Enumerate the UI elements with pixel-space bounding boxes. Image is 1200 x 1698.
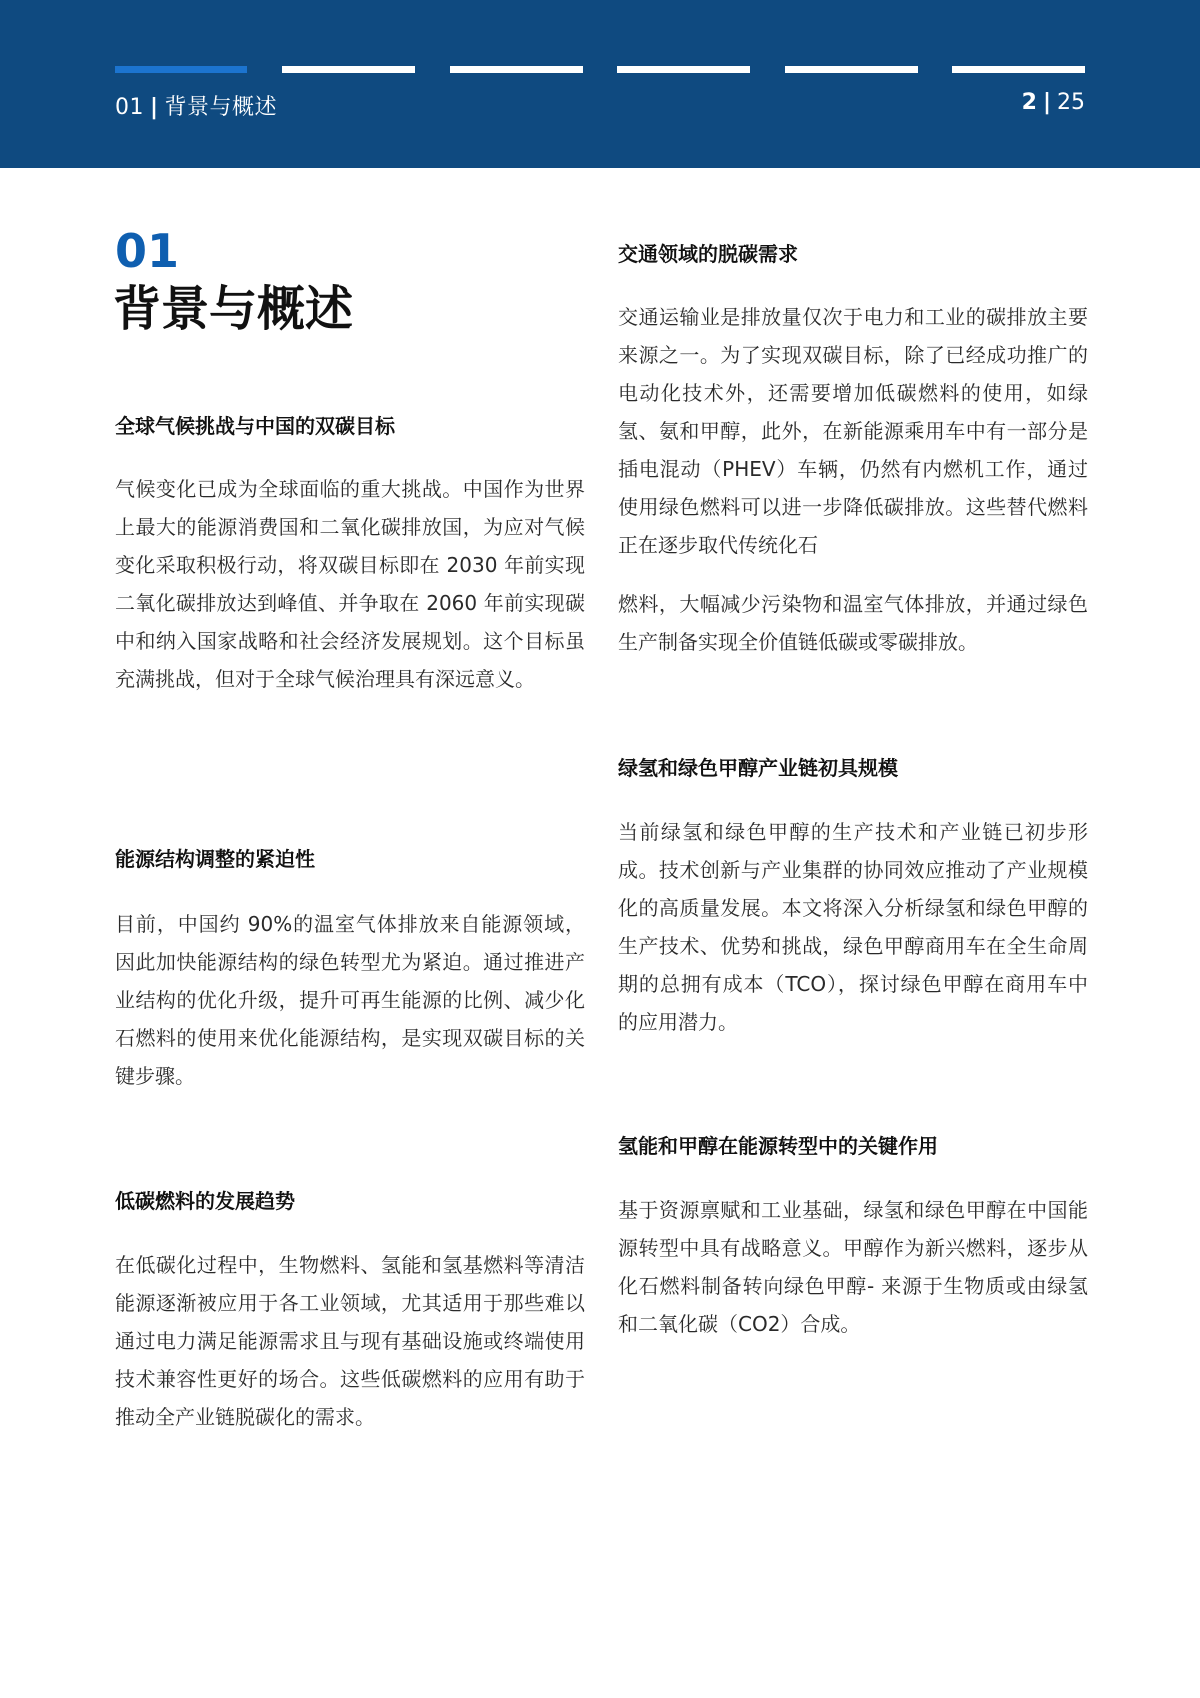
section-title-key-role: 氢能和甲醇在能源转型中的关键作用 bbox=[618, 1134, 938, 1158]
progress-segment-6 bbox=[952, 66, 1085, 73]
section-body-industry-chain: 当前绿氢和绿色甲醇的生产技术和产业链已初步形成。技术创新与产业集群的协同效应推动了产业规模化的高质量发展。本文将深入分析绿氢和绿色甲醇的生产技术、优势和挑战，绿色甲醇商用车在全生命周期的总拥有成本（TCO），探讨绿色甲醇在商用车中的应用潜力。 bbox=[618, 820, 1088, 1034]
progress-segment-1-active bbox=[115, 66, 247, 73]
section-title-industry-chain: 绿氢和绿色甲醇产业链初具规模 bbox=[618, 756, 898, 780]
progress-segment-4 bbox=[617, 66, 750, 73]
section-title-low-carbon-fuel: 低碳燃料的发展趋势 bbox=[115, 1189, 295, 1213]
chapter-number: 01 bbox=[115, 224, 180, 278]
progress-segment-5 bbox=[785, 66, 918, 73]
section-title-transport: 交通领域的脱碳需求 bbox=[618, 242, 798, 266]
progress-segment-3 bbox=[450, 66, 583, 73]
page-header bbox=[0, 0, 1200, 168]
page-current: 2 bbox=[1021, 90, 1037, 115]
page-divider: | bbox=[1042, 90, 1051, 115]
section-body-transport-part1: 交通运输业是排放量仅次于电力和工业的碳排放主要来源之一。为了实现双碳目标，除了已经成功推广的电动化技术外，还需要增加低碳燃料的使用，如绿氢、氨和甲醇，此外，在新能源乘用车中有一部分是插电混动（PHEV）车辆，仍然有内燃机工作，通过使用绿色燃料可以进一步降低碳排放。这些替代燃料正在逐步取代传统化石 bbox=[618, 305, 1088, 557]
section-progress-bar bbox=[115, 66, 1085, 74]
page-indicator bbox=[1022, 90, 1085, 115]
section-body-energy-structure: 目前，中国约 90%的温室气体排放来自能源领域，因此加快能源结构的绿色转型尤为紧迫。通过推进产业结构的优化升级，提升可再生能源的比例、减少化石燃料的使用来优化能源结构，是实现双碳目标的关键步骤。 bbox=[115, 912, 585, 1088]
chapter-title: 背景与概述 bbox=[113, 281, 354, 337]
progress-segment-2 bbox=[282, 66, 415, 73]
header-section-label bbox=[115, 90, 277, 121]
section-body-low-carbon-fuel: 在低碳化过程中，生物燃料、氢能和氢基燃料等清洁能源逐渐被应用于各工业领域，尤其适用于那些难以通过电力满足能源需求且与现有基础设施或终端使用技术兼容性更好的场合。这些低碳燃料的应用有助于推动全产业链脱碳化的需求。 bbox=[115, 1253, 585, 1429]
section-title-climate: 全球气候挑战与中国的双碳目标 bbox=[115, 414, 395, 438]
section-body-transport-part2: 燃料，大幅减少污染物和温室气体排放，并通过绿色生产制备实现全价值链低碳或零碳排放。 bbox=[618, 592, 1088, 654]
header-section-title: 背景与概述 bbox=[164, 95, 278, 120]
section-title-energy-structure: 能源结构调整的紧迫性 bbox=[115, 847, 315, 871]
section-body-climate: 气候变化已成为全球面临的重大挑战。中国作为世界上最大的能源消费国和二氧化碳排放国，为应对气候变化采取积极行动，将双碳目标即在 2030 年前实现二氧化碳排放达到峰值、并争取在 2060 年前实现碳中和纳入国家战略和社会经济发展规划。这个目标虽充满挑战，但对于全球气候治理具有深远意义。 bbox=[115, 477, 585, 691]
section-body-key-role: 基于资源禀赋和工业基础，绿氢和绿色甲醇在中国能源转型中具有战略意义。甲醇作为新兴燃料，逐步从化石燃料制备转向绿色甲醇- 来源于生物质或由绿氢和二氧化碳（CO2）合成。 bbox=[618, 1198, 1088, 1336]
page-total: 25 bbox=[1057, 90, 1085, 115]
header-divider: | bbox=[150, 95, 159, 120]
header-section-number: 01 bbox=[115, 95, 144, 120]
